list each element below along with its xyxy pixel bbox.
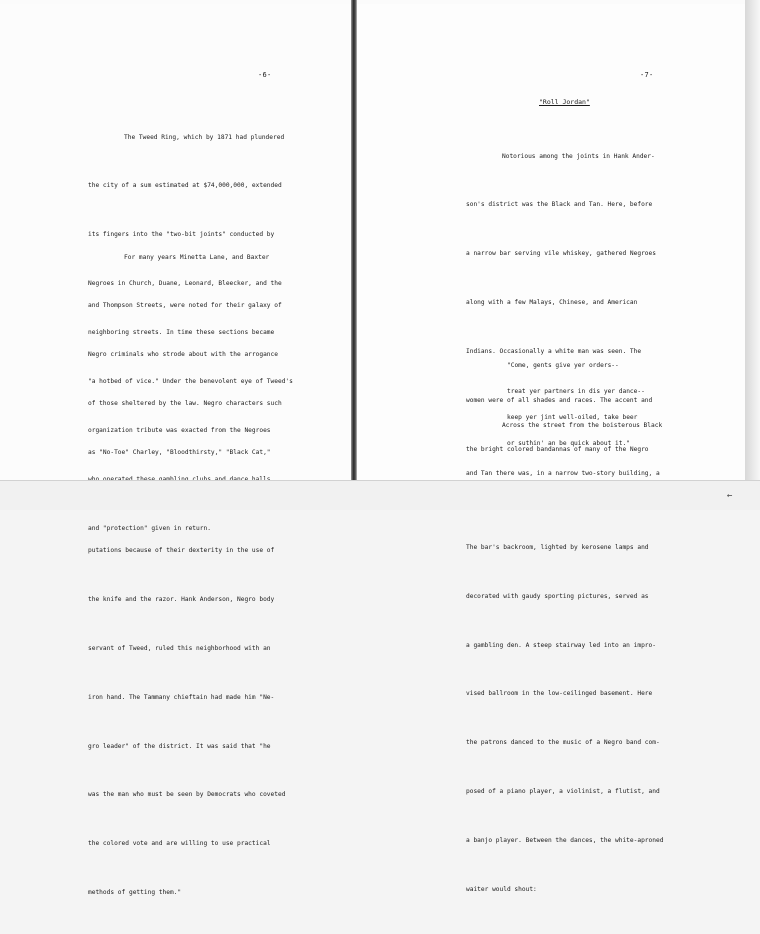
left-page <box>0 4 351 897</box>
text-line: Negroes in Church, Duane, Leonard, Bleecker, and the <box>88 280 282 288</box>
text-line: posed of a piano player, a violinist, a flutist, and <box>466 788 660 796</box>
text-line: methods of getting them." <box>88 889 182 897</box>
text-line: neighboring streets. In time these sections became <box>88 329 275 337</box>
text-line: The bar's backroom, lighted by kerosene lamps and <box>466 543 649 551</box>
text-line: the patrons danced to the music of a Negro band com- <box>466 739 660 747</box>
quote-line: treat yer partners in dis yer dance-- <box>507 387 645 395</box>
text-line: Negro criminals who strode about with the arrogance <box>88 351 278 359</box>
text-line: and Thompson Streets, were noted for their galaxy of <box>88 302 282 310</box>
text-line: the colored vote and are willing to use practical <box>88 840 271 848</box>
text-line: gro leader" of the district. It was said that "he <box>88 742 271 750</box>
left-page-number: -6- <box>258 71 272 79</box>
right-paragraph-1 <box>466 116 663 931</box>
text-line: the city of a sum estimated at $74,000,000, extended <box>88 182 282 190</box>
text-line: the bright colored bandannas of many of the Negro <box>466 445 649 453</box>
section-heading: "Roll Jordan" <box>539 98 590 106</box>
text-line: Notorious among the joints in Hank Ander- <box>502 152 655 160</box>
text-line: along with a few Malays, Chinese, and American <box>466 299 638 307</box>
text-line: the knife and the razor. Hank Anderson, Negro body <box>88 595 275 603</box>
text-line: of those sheltered by the law. Negro characters such <box>88 400 282 408</box>
text-line: and Tan there was, in a narrow two-story building, a <box>466 470 660 478</box>
quote-line: "Come, gents give yer orders-- <box>507 362 619 370</box>
text-line: a narrow bar serving vile whiskey, gathered Negroes <box>466 250 656 258</box>
quote-line: or suthin' an be quick about it." <box>507 439 630 447</box>
right-page <box>357 4 745 893</box>
text-line: iron hand. The Tammany chieftain had made him "Ne- <box>88 693 275 701</box>
text-line: son's district was the Black and Tan. Here, before <box>466 201 653 209</box>
text-line: was the man who must be seen by Democrats who coveted <box>88 791 286 799</box>
quote-line: keep yer jint well-oiled, take beer <box>507 413 638 421</box>
text-line: its fingers into the "two-bit joints" conducted by <box>88 231 275 239</box>
text-line: Across the street from the boisterous Black <box>502 421 663 429</box>
text-line: a gambling den. A steep stairway led into an impro- <box>466 641 656 649</box>
text-line: women were of all shades and races. The accent and <box>466 397 653 405</box>
text-line: as "No-Toe" Charley, "Bloodthirsty," "Black Cat," <box>88 449 271 457</box>
text-line: a banjo player. Between the dances, the white-aproned <box>466 837 664 845</box>
scan-edge <box>745 0 760 509</box>
text-line: "a hotbed of vice." Under the benevolent eye of Tweed's <box>88 378 293 386</box>
text-line: organization tribute was exacted from the Negroes <box>88 426 271 434</box>
scan-bottom-margin <box>0 480 760 510</box>
text-line: putations because of their dexterity in the use of <box>88 546 275 554</box>
text-line: servant of Tweed, ruled this neighborhood with an <box>88 644 271 652</box>
text-line: For many years Minetta Lane, and Baxter <box>124 253 270 261</box>
text-line: and "protection" given in return. <box>88 524 211 532</box>
left-arrow-icon: ← <box>727 491 733 501</box>
text-line: vised ballroom in the low-ceilinged basement. Here <box>466 690 653 698</box>
text-line: waiter would shout: <box>466 885 537 893</box>
text-line: decorated with gaudy sporting pictures, served as <box>466 592 649 600</box>
left-paragraph-2 <box>88 217 285 934</box>
text-line: The Tweed Ring, which by 1871 had plundered <box>124 133 285 141</box>
text-line: Indians. Occasionally a white man was seen. The <box>466 348 642 356</box>
right-page-number: -7- <box>640 71 654 79</box>
